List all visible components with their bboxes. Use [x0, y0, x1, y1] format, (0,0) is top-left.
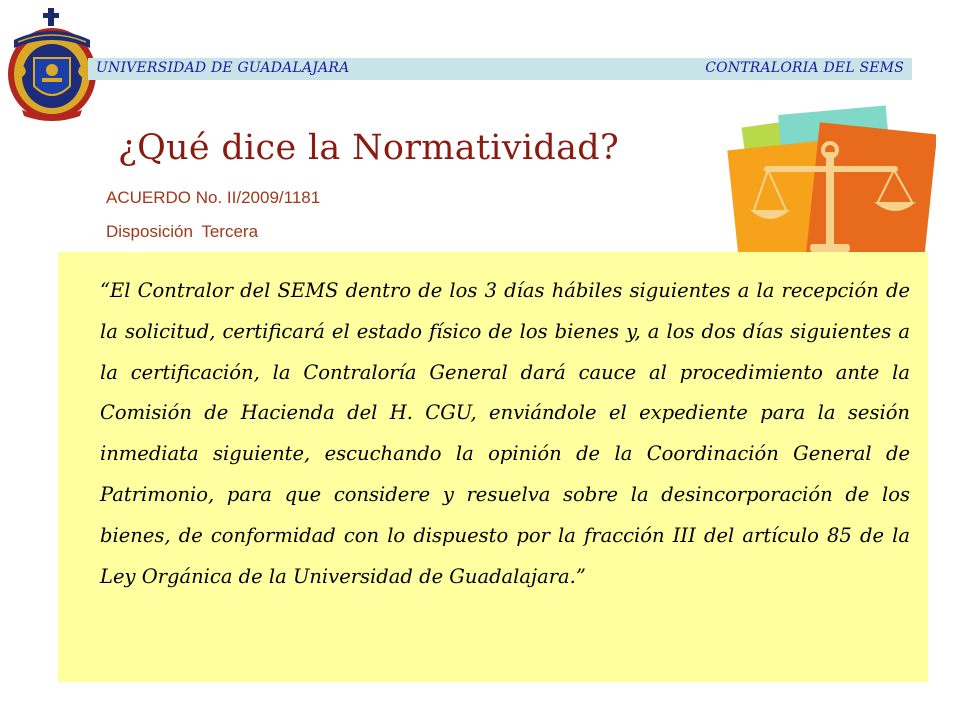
header-department-label: CONTRALORIA DEL SEMS [705, 60, 904, 76]
university-crest-logo [4, 6, 100, 124]
agreement-label: ACUERDO No. II/2009/1181 [106, 188, 321, 207]
header-university-label: UNIVERSIDAD DE GUADALAJARA [96, 60, 350, 76]
disposition-label: Disposición Tercera [106, 222, 259, 241]
quote-text: “El Contralor del SEMS dentro de los 3 días hábiles siguientes a la recepción de la solicitud, certificará el estado físico de los bienes y, a los dos días siguientes a la certificación, la Contraloría General dará cauce al procedimiento ante la Comisión de Hacienda del H. CGU, enviándole el expediente para la sesión inmediata siguiente, escuchando la opinión de la Coordinación General de Patrimonio, para que considere y resuelva sobre la desincorporación de los bienes, de conformidad con lo dispuesto por la fracción III del artículo 85 de la Ley Orgánica de la Universidad de Guadalajara.” [100, 279, 910, 588]
page-title: ¿Qué dice la Normatividad? [118, 128, 620, 168]
